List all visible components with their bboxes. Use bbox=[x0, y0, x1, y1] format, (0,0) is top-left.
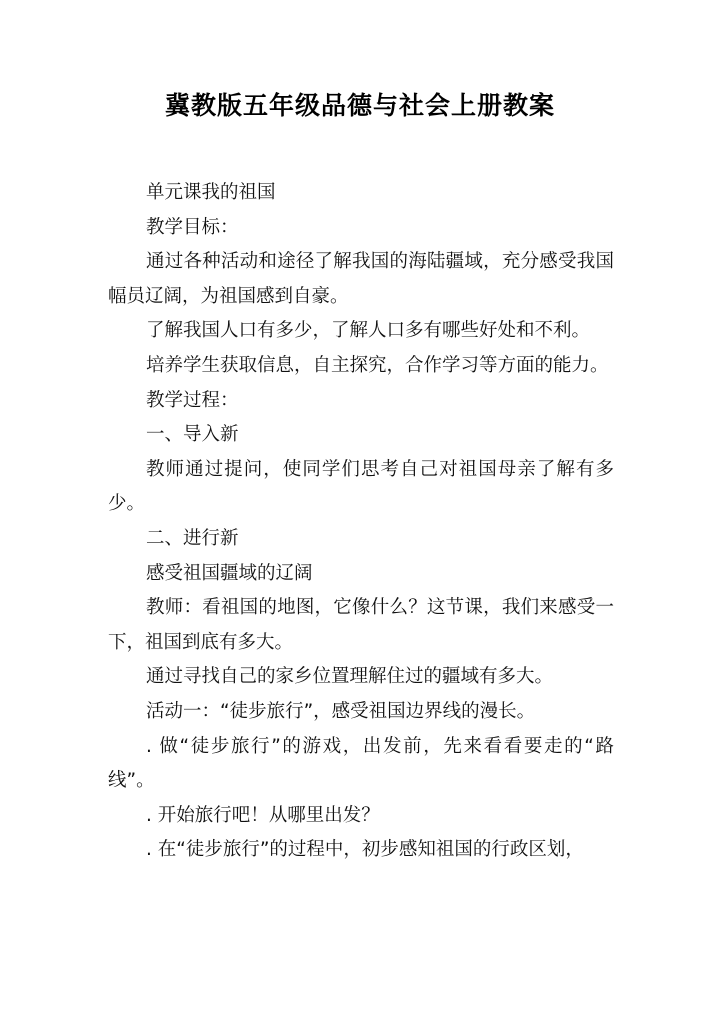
paragraph-section-1-body: 教师通过提问，使同学们思考自己对祖国母亲了解有多少。 bbox=[108, 458, 614, 515]
paragraph-objective-2: 了解我国人口有多少，了解人口多有哪些好处和不利。 bbox=[146, 320, 591, 342]
paragraph-step-1: . 做“徒步旅行”的游戏，出发前，先来看看要走的“路线”。 bbox=[108, 735, 614, 792]
paragraph-teacher: 教师：看祖国的地图，它像什么？这节课，我们来感受一下，祖国到底有多大。 bbox=[108, 597, 614, 653]
paragraph-objectives-heading: 教学目标： bbox=[146, 216, 239, 238]
paragraph-unit-heading: 单元课我的祖国 bbox=[146, 182, 276, 203]
paragraph-section-1: 一、导入新 bbox=[146, 424, 239, 446]
paragraph-step-2: . 开始旅行吧！从哪里出发？ bbox=[146, 804, 380, 826]
paragraph-objective-3: 培养学生获取信息，自主探究，合作学习等方面的能力。 bbox=[146, 354, 609, 376]
document-title: 冀教版五年级品德与社会上册教案 bbox=[164, 91, 555, 120]
paragraph-objective-1: 通过各种活动和途径了解我国的海陆疆域，充分感受我国幅员辽阔，为祖国感到自豪。 bbox=[108, 251, 614, 307]
paragraph-section-2: 二、进行新 bbox=[146, 527, 239, 549]
document-body bbox=[108, 176, 614, 868]
paragraph-step-3: . 在“徒步旅行”的过程中，初步感知祖国的行政区划， bbox=[146, 839, 584, 861]
paragraph-subheading: 感受祖国疆域的辽阔 bbox=[146, 562, 313, 584]
paragraph-process-heading: 教学过程： bbox=[146, 389, 239, 411]
paragraph-hometown: 通过寻找自己的家乡位置理解住过的疆域有多大。 bbox=[146, 666, 554, 688]
paragraph-activity-1: 活动一：“徒步旅行”，感受祖国边界线的漫长。 bbox=[146, 700, 536, 722]
